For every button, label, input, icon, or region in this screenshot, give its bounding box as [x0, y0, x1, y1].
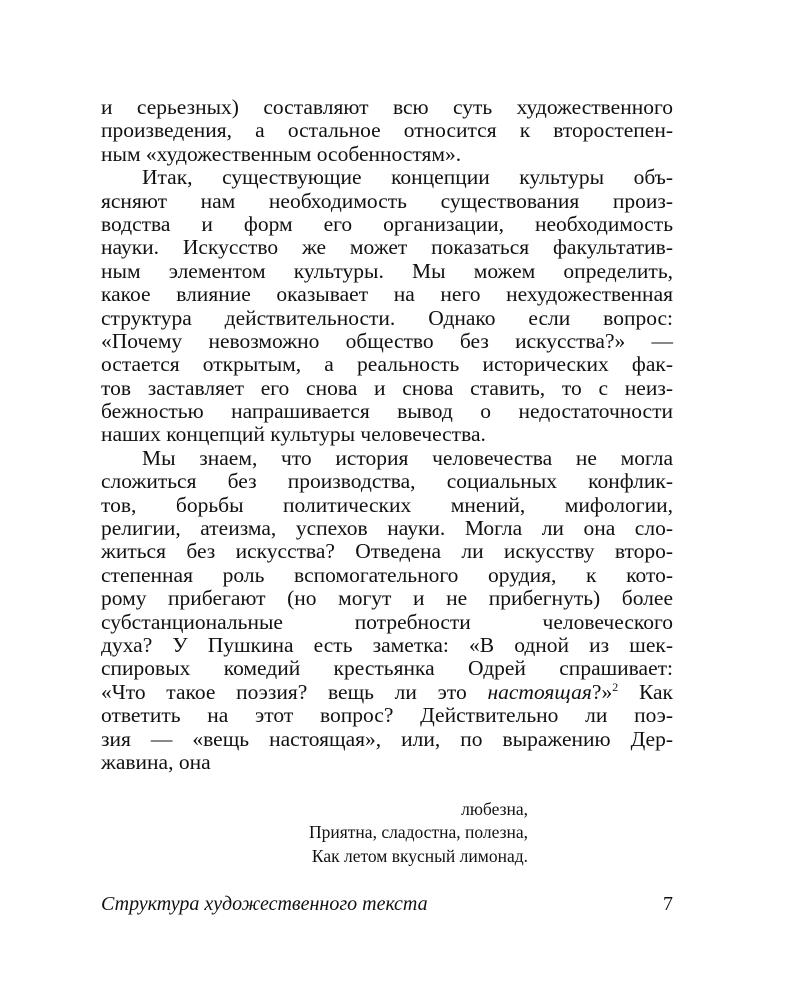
- text-line: структура действительности. Однако если вопрос:: [101, 305, 673, 330]
- quote-close: ?»: [591, 679, 613, 704]
- text-line: сложиться без производства, социальных конфлик-: [101, 469, 673, 494]
- text-line: наших концепций культуры человечества.: [101, 422, 486, 447]
- text-line: ным элементом культуры. Мы можем определить,: [101, 258, 673, 283]
- text-line: зия — «вещь настоящая», или, по выражению Дер-: [101, 726, 673, 751]
- text-line: спировых комедий крестьянка Одрей спрашивает:: [101, 656, 673, 681]
- text-line: ответить на этот вопрос? Действительно ли поэ-: [101, 703, 673, 728]
- text-line: остается открытым, а реальность исторических фак-: [101, 352, 673, 377]
- text-line: бежностью напрашивается вывод о недостаточности: [101, 399, 673, 424]
- text-line: рому прибегают (но могут и не прибегнуть) более: [101, 586, 673, 611]
- text-line: субстанциональные потребности человеческого: [101, 609, 673, 634]
- text-line: Итак, существующие концепции культуры объ-: [142, 165, 673, 190]
- poem-line: любезна,: [461, 799, 528, 819]
- text-line: ясняют нам необходимость существования произ-: [101, 188, 673, 213]
- quote-text: «Что такое поэзия? вещь ли это: [101, 679, 488, 704]
- text-line: водства и форм его организации, необходимость: [101, 211, 673, 236]
- text-line: тов, борьбы политических мнений, мифологии,: [101, 492, 673, 517]
- page-number: 7: [663, 893, 673, 915]
- text-line: жавина, она: [101, 749, 211, 774]
- text-line: какое влияние оказывает на него нехудожественная: [101, 282, 673, 307]
- text-line: Мы знаем, что история человечества не могла: [142, 445, 673, 470]
- text-line: и серьезных) составляют всю суть художественного: [101, 95, 673, 119]
- poem-line: Как летом вкусный лимонад.: [311, 845, 528, 866]
- quote-tail: Как: [618, 679, 673, 704]
- text-line: науки. Искусство же может показаться факультатив-: [101, 235, 673, 260]
- running-footer-title: Структура художественного текста: [101, 893, 428, 915]
- text-line: ным «художественным особенностям».: [101, 141, 462, 166]
- poem-quote: [244, 798, 528, 868]
- text-line: произведения, а остальное относится к второстепен-: [101, 118, 673, 143]
- text-line: «Почему невозможно общество без искусства?» —: [101, 328, 673, 353]
- text-line: степенная роль вспомогательного орудия, к кото-: [101, 562, 673, 587]
- text-line: тов заставляет его снова и снова ставить, то с неиз-: [101, 375, 673, 400]
- text-line: религии, атеизма, успехов науки. Могла ли она сло-: [101, 516, 673, 541]
- text-line: духа? У Пушкина есть заметка: «В одной из шек-: [101, 632, 673, 657]
- quote-emphasis: настоящая: [487, 679, 592, 704]
- footnote-ref[interactable]: 2: [612, 679, 619, 694]
- quote-line: [101, 681, 673, 704]
- text-line: житься без искусства? Отведена ли искусству второ-: [101, 539, 673, 564]
- poem-line: Приятна, сладостна, полезна,: [308, 822, 528, 843]
- main-text: [101, 96, 673, 774]
